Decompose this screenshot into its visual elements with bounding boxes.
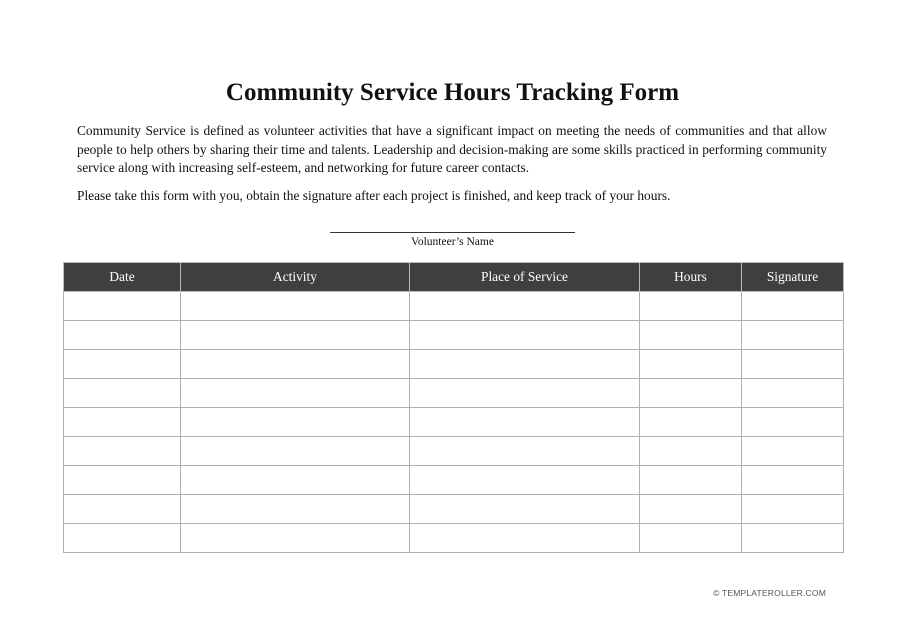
hours-cell[interactable] <box>640 408 742 437</box>
signature-cell[interactable] <box>742 524 844 553</box>
date-cell[interactable] <box>64 321 181 350</box>
page-title: Community Service Hours Tracking Form <box>225 79 680 106</box>
signature-cell[interactable] <box>742 408 844 437</box>
intro-paragraph: Community Service is defined as volunteer activities that have a significant impact on meeting the needs of communities and that allow people to help others by sharing their time and talents. Leadership and decision-making are some skills practiced in performing community service along with increasing self-esteem, and networking for future career contacts. <box>77 123 827 175</box>
signature-cell[interactable] <box>742 466 844 495</box>
hours-cell[interactable] <box>640 379 742 408</box>
hours-cell[interactable] <box>640 466 742 495</box>
table-row <box>64 292 844 321</box>
table-row <box>64 495 844 524</box>
hours-cell[interactable] <box>640 292 742 321</box>
hours-cell[interactable] <box>640 350 742 379</box>
table-body <box>64 292 844 553</box>
date-cell[interactable] <box>64 408 181 437</box>
date-cell[interactable] <box>64 292 181 321</box>
copyright-footer: © TEMPLATEROLLER.COM <box>713 588 826 598</box>
table-row <box>64 408 844 437</box>
hours-cell[interactable] <box>640 495 742 524</box>
signature-cell[interactable] <box>742 379 844 408</box>
table-row <box>64 350 844 379</box>
column-header-signature: Signature <box>742 263 844 292</box>
place-of-service-cell[interactable] <box>410 408 640 437</box>
volunteer-name-line[interactable] <box>330 232 575 233</box>
date-cell[interactable] <box>64 495 181 524</box>
column-header-hours: Hours <box>640 263 742 292</box>
activity-cell[interactable] <box>181 524 410 553</box>
place-of-service-cell[interactable] <box>410 292 640 321</box>
activity-cell[interactable] <box>181 408 410 437</box>
hours-log-table <box>63 262 844 553</box>
hours-cell[interactable] <box>640 437 742 466</box>
hours-cell[interactable] <box>640 321 742 350</box>
column-header-activity: Activity <box>181 263 410 292</box>
activity-cell[interactable] <box>181 321 410 350</box>
table-row <box>64 524 844 553</box>
place-of-service-cell[interactable] <box>410 437 640 466</box>
signature-cell[interactable] <box>742 350 844 379</box>
place-of-service-cell[interactable] <box>410 321 640 350</box>
activity-cell[interactable] <box>181 437 410 466</box>
place-of-service-cell[interactable] <box>410 466 640 495</box>
place-of-service-cell[interactable] <box>410 379 640 408</box>
signature-cell[interactable] <box>742 292 844 321</box>
column-header-place-of-service: Place of Service <box>410 263 640 292</box>
instructions-paragraph: Please take this form with you, obtain the signature after each project is finished, and keep track of your hours. <box>77 188 671 203</box>
date-cell[interactable] <box>64 466 181 495</box>
volunteer-name-label: Volunteer’s Name <box>411 236 494 248</box>
activity-cell[interactable] <box>181 495 410 524</box>
column-header-date: Date <box>64 263 181 292</box>
activity-cell[interactable] <box>181 379 410 408</box>
date-cell[interactable] <box>64 350 181 379</box>
table-row <box>64 437 844 466</box>
place-of-service-cell[interactable] <box>410 524 640 553</box>
date-cell[interactable] <box>64 379 181 408</box>
activity-cell[interactable] <box>181 292 410 321</box>
signature-cell[interactable] <box>742 321 844 350</box>
table-row <box>64 321 844 350</box>
hours-cell[interactable] <box>640 524 742 553</box>
activity-cell[interactable] <box>181 350 410 379</box>
place-of-service-cell[interactable] <box>410 350 640 379</box>
signature-cell[interactable] <box>742 437 844 466</box>
table-row <box>64 379 844 408</box>
date-cell[interactable] <box>64 524 181 553</box>
table-header-row <box>64 263 844 292</box>
place-of-service-cell[interactable] <box>410 495 640 524</box>
date-cell[interactable] <box>64 437 181 466</box>
table-row <box>64 466 844 495</box>
activity-cell[interactable] <box>181 466 410 495</box>
signature-cell[interactable] <box>742 495 844 524</box>
